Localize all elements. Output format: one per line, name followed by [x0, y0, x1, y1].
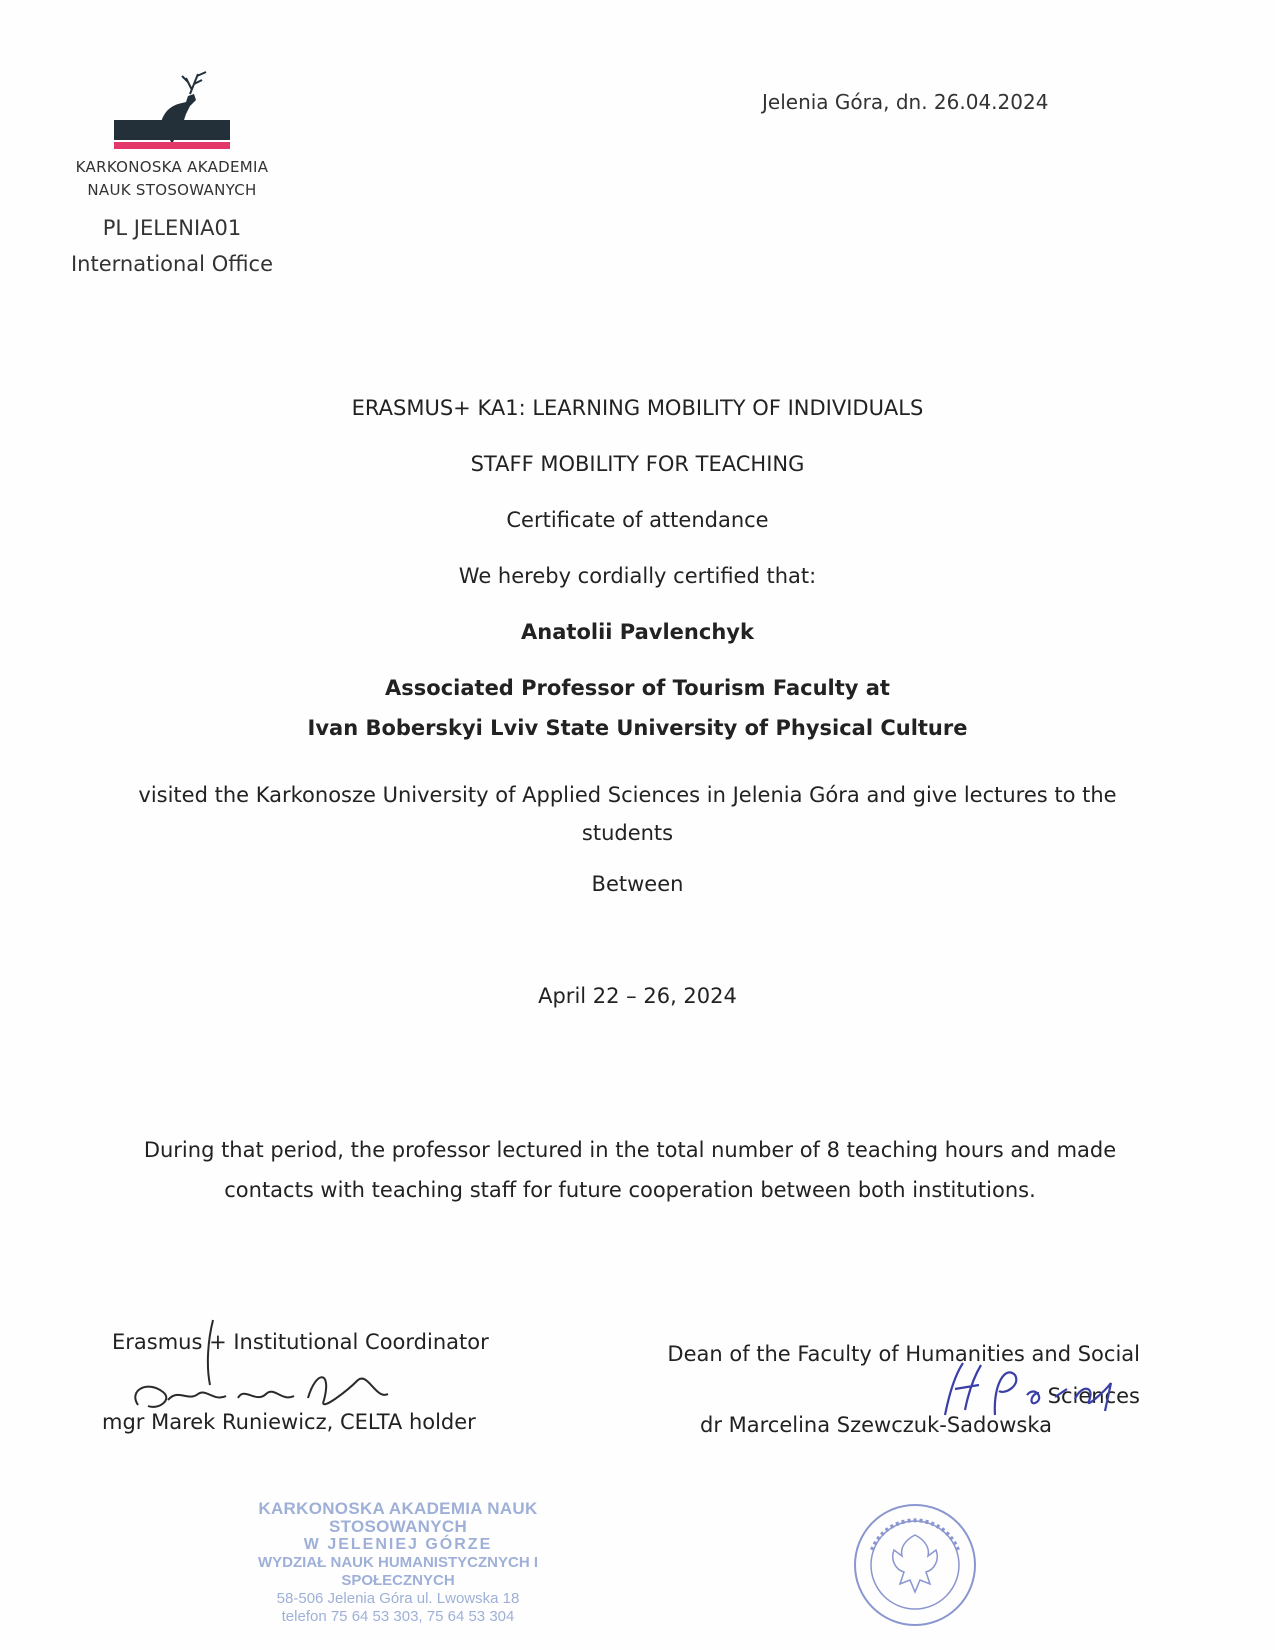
coordinator-signature-icon — [118, 1310, 448, 1420]
position-line2: Ivan Boberskyi Lviv State University of Physical Culture — [307, 716, 968, 740]
erasmus-code: PL JELENIA01 — [102, 216, 242, 240]
program-heading: ERASMUS+ KA1: LEARNING MOBILITY OF INDIVIDUALS — [351, 396, 924, 420]
certificate-title: Certificate of attendance — [506, 508, 769, 532]
coordinator-title: Erasmus + Institutional Coordinator — [112, 1330, 489, 1354]
stamp-line3: WYDZIAŁ NAUK HUMANISTYCZNYCH I SPOŁECZNYCH — [258, 1554, 538, 1589]
mobility-type: STAFF MOBILITY FOR TEACHING — [470, 452, 805, 476]
org-name-line2: NAUK STOSOWANYCH — [87, 181, 257, 199]
stamp-line4: 58-506 Jelenia Góra ul. Lwowska 18 — [276, 1590, 520, 1607]
coordinator-name: mgr Marek Runiewicz, CELTA holder — [102, 1410, 476, 1434]
stamp-line2: W JELENIEJ GÓRZE — [303, 1536, 493, 1553]
recipient-name: Anatolii Pavlenchyk — [521, 620, 754, 644]
dean-title: Dean of the Faculty of Humanities and Social Sciences — [667, 1342, 1140, 1408]
between-label: Between — [591, 872, 684, 896]
official-seal-icon — [850, 1500, 980, 1630]
mobility-dates: April 22 – 26, 2024 — [538, 984, 737, 1008]
position-line1: Associated Professor of Tourism Faculty at — [385, 676, 890, 700]
faculty-stamp — [228, 1500, 568, 1626]
intro-text: We hereby cordially certified that: — [458, 564, 817, 588]
dean-name: dr Marcelina Szewczuk-Sadowska — [700, 1413, 1053, 1437]
issue-date: Jelenia Góra, dn. 26.04.2024 — [762, 90, 1049, 114]
visit-text: visited the Karkonosze University of Applied Sciences in Jelenia Góra and give lectures to the students — [138, 783, 1117, 845]
institution-logo-block — [52, 66, 292, 276]
deer-book-logo-icon — [102, 66, 242, 156]
org-name-line1: KARKONOSKA AKADEMIA — [75, 158, 269, 176]
office-name: International Office — [70, 252, 273, 276]
stamp-line1: KARKONOSKA AKADEMIA NAUK STOSOWANYCH — [258, 1499, 538, 1536]
stamp-line5: telefon 75 64 53 303, 75 64 53 304 — [281, 1608, 515, 1625]
period-text: During that period, the professor lectured in the total number of 8 teaching hours and made contacts with teaching staff for future cooperation between both institutions. — [143, 1138, 1117, 1202]
